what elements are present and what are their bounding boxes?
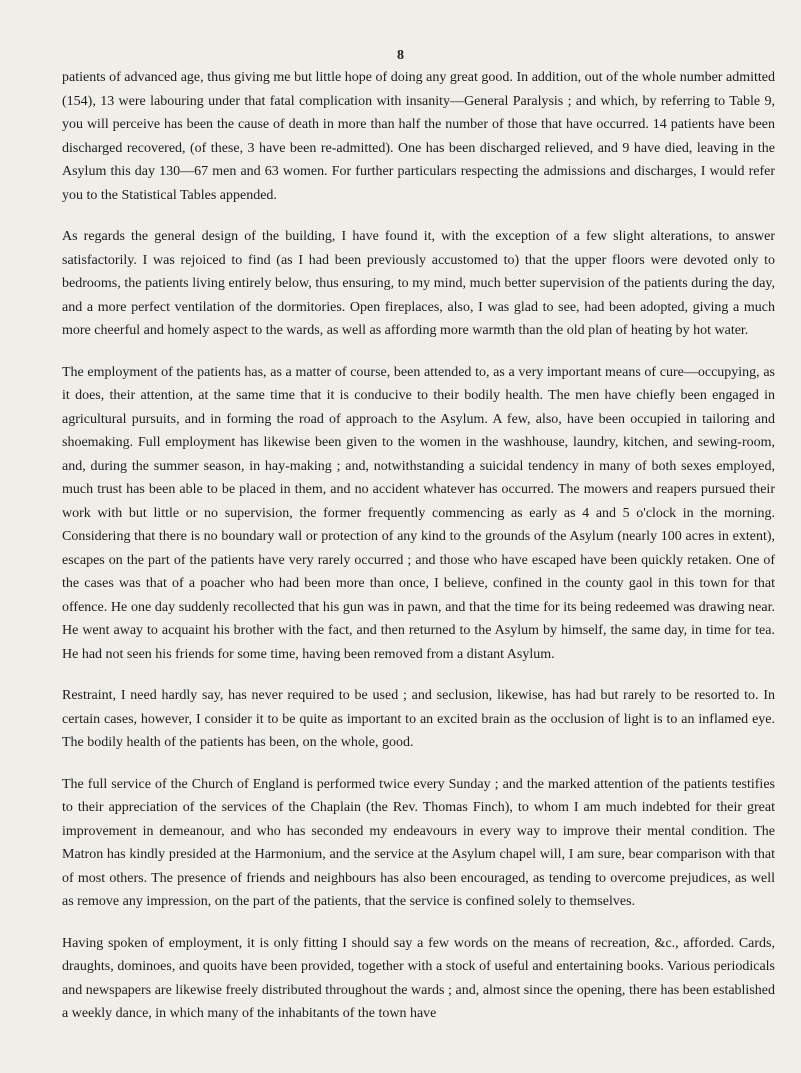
body-text — [62, 66, 775, 1044]
page-number: 8 — [397, 48, 404, 63]
paragraph-restraint: Restraint, I need hardly say, has never required to be used ; and seclusion, likewise, has had but rarely to be resorted to. In certain cases, however, I consider it to be quite as important to an excited brain as the occlusion of light is to an inflamed eye. The bodily health of the patients has been, on the whole, good. — [62, 688, 775, 750]
paragraph-building-design: As regards the general design of the building, I have found it, with the exception of a few slight alterations, to answer satisfactorily. I was rejoiced to find (as I had been previously accustomed to) that the upper floors were devoted only to bedrooms, the patients living entirely below, thus ensuring, to my mind, much better supervision of the patients during the day, and a more perfect ventilation of the dormitories. Open fireplaces, also, I was glad to see, had been adopted, giving a much more cheerful and homely aspect to the wards, as well as affording more warmth than the old plan of heating by hot water. — [62, 229, 775, 338]
paragraph-employment: The employment of the patients has, as a matter of course, been attended to, as a very important means of cure—occupying, as it does, their attention, at the same time that it is conducive to their bodily health. The men have chiefly been engaged in agricultural pursuits, and in forming the road of approach to the Asylum. A few, also, have been occupied in tailoring and shoemaking. Full employment has likewise been given to the women in the washhouse, laundry, kitchen, and sewing-room, and, during the summer season, in hay-making ; and, notwithstanding a suicidal tendency in many of both sexes employed, much trust has been able to be placed in them, and no accident whatever has occurred. The mowers and reapers pursued their work with but little or no supervision, the former frequently commencing as early as 4 and 5 o'clock in the morning. Considering that there is no boundary wall or protection of any kind to the grounds of the Asylum (nearly 100 acres in extent), escapes on the part of the patients have very rarely occurred ; and those who have escaped have been quickly retaken. One of the cases was that of a poacher who had been more than once, I believe, confined in the county gaol in this town for that offence. He one day suddenly recollected that his gun was in pawn, and that the time for its being redeemed was drawing near. He went away to acquaint his brother with the fact, and then returned to the Asylum by himself, the same day, in time for tea. He had not seen his friends for some time, having been removed from a distant Asylum. — [62, 364, 775, 662]
paragraph-admissions: patients of advanced age, thus giving me but little hope of doing any great good. In addition, out of the whole number admitted (154), 13 were labouring under that fatal complication with insanity—General Paralysis ; and which, by referring to Table 9, you will perceive has been the cause of death in more than half the number of those that have occurred. 14 patients have been discharged recovered, (of these, 3 have been re-admitted). One has been discharged relieved, and 9 have died, leaving in the Asylum this day 130—67 men and 63 women. For further particulars respecting the admissions and discharges, I would refer you to the Statistical Tables appended. — [62, 70, 775, 203]
paragraph-church-service: The full service of the Church of England is performed twice every Sunday ; and the marked attention of the patients testifies to their appreciation of the services of the Chaplain (the Rev. Thomas Finch), to whom I am much indebted for their great improvement in demeanour, and who has seconded my endeavours in every way to improve their mental condition. The Matron has kindly presided at the Harmonium, and the service at the Asylum chapel will, I am sure, bear comparison with that of most others. The presence of friends and neighbours has also been encouraged, as tending to overcome prejudices, as well as remove any impression, on the part of the patients, that the service is confined solely to themselves. — [62, 776, 775, 909]
paragraph-recreation: Having spoken of employment, it is only fitting I should say a few words on the means of recreation, &c., afforded. Cards, draughts, dominoes, and quoits have been provided, together with a stock of useful and entertaining books. Various periodicals and newspapers are likewise freely distributed throughout the wards ; and, almost since the opening, there has been established a weekly dance, in which many of the inhabitants of the town have — [62, 935, 775, 1021]
